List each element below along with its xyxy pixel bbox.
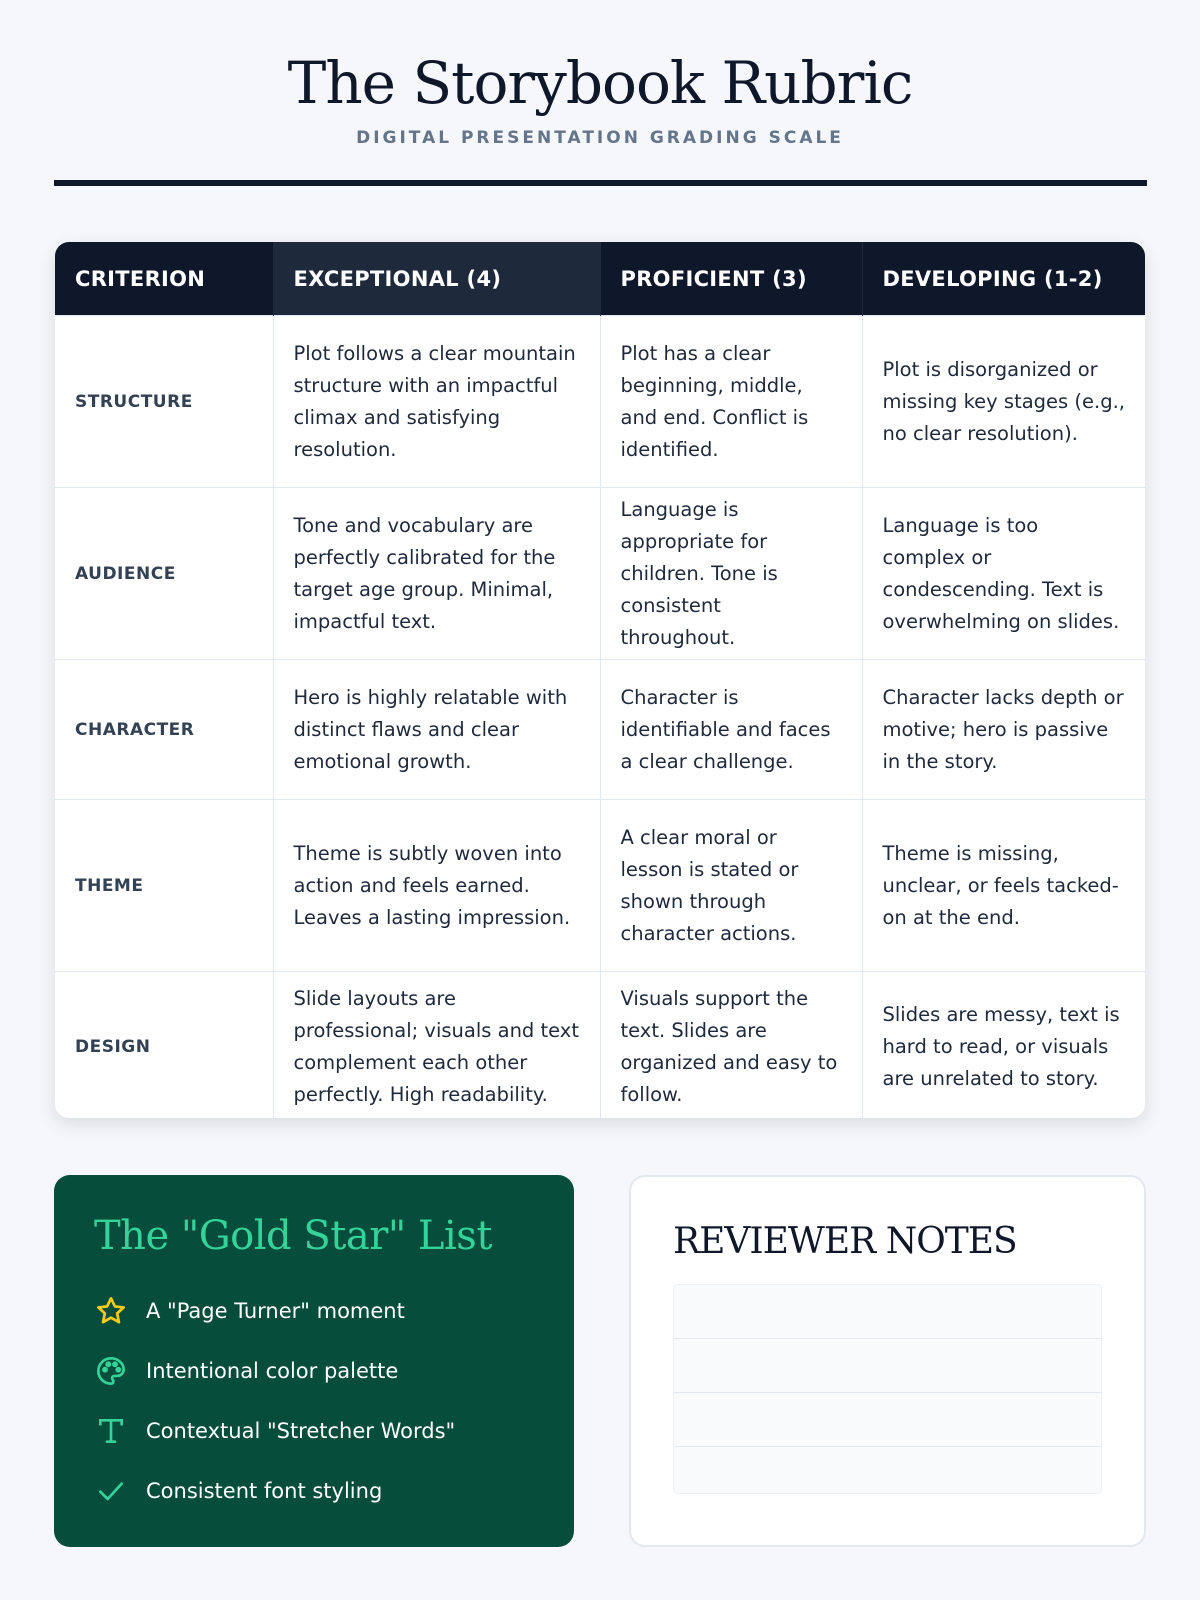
- gold-star-item: [94, 1461, 534, 1521]
- notes-line[interactable]: [674, 1393, 1101, 1447]
- star-icon: [94, 1294, 128, 1328]
- table-row: [55, 800, 1145, 972]
- proficient-cell: A clear moral or lesson is stated or shown through character actions.: [600, 800, 862, 972]
- proficient-cell: Visuals support the text. Slides are organized and easy to follow.: [600, 972, 862, 1119]
- gold-star-card: [54, 1175, 574, 1547]
- criterion-cell: DESIGN: [55, 972, 273, 1119]
- gold-star-item: [94, 1341, 534, 1401]
- notes-line[interactable]: [674, 1285, 1101, 1339]
- type-icon: [94, 1414, 128, 1448]
- rubric-table: [55, 242, 1145, 1118]
- header-divider: [54, 180, 1147, 186]
- column-header-criterion: CRITERION: [55, 242, 273, 316]
- criterion-cell: STRUCTURE: [55, 316, 273, 488]
- table-row: [55, 660, 1145, 800]
- exceptional-cell: Plot follows a clear mountain structure with an impactful climax and satisfying resolution.: [273, 316, 600, 488]
- page-header: [0, 0, 1200, 148]
- developing-cell: Language is too complex or condescending. Text is overwhelming on slides.: [862, 488, 1145, 660]
- exceptional-cell: Hero is highly relatable with distinct flaws and clear emotional growth.: [273, 660, 600, 800]
- criterion-cell: THEME: [55, 800, 273, 972]
- reviewer-notes-card: [629, 1175, 1146, 1547]
- exceptional-cell: Slide layouts are professional; visuals and text complement each other perfectly. High readability.: [273, 972, 600, 1119]
- column-header-exceptional: EXCEPTIONAL (4): [273, 242, 600, 316]
- criterion-cell: CHARACTER: [55, 660, 273, 800]
- gold-star-item: [94, 1281, 534, 1341]
- gold-star-title: The "Gold Star" List: [94, 1213, 492, 1259]
- gold-star-item-label: A "Page Turner" moment: [146, 1299, 405, 1323]
- column-header-proficient: PROFICIENT (3): [600, 242, 862, 316]
- table-header-row: [55, 242, 1145, 316]
- gold-star-item-label: Consistent font styling: [146, 1479, 383, 1503]
- page-subtitle: DIGITAL PRESENTATION GRADING SCALE: [356, 127, 844, 148]
- reviewer-notes-area[interactable]: [673, 1284, 1102, 1494]
- developing-cell: Theme is missing, unclear, or feels tacked-on at the end.: [862, 800, 1145, 972]
- gold-star-item-label: Intentional color palette: [146, 1359, 399, 1383]
- developing-cell: Character lacks depth or motive; hero is passive in the story.: [862, 660, 1145, 800]
- criterion-cell: AUDIENCE: [55, 488, 273, 660]
- gold-star-item-label: Contextual "Stretcher Words": [146, 1419, 456, 1443]
- developing-cell: Slides are messy, text is hard to read, or visuals are unrelated to story.: [862, 972, 1145, 1119]
- reviewer-notes-title: REVIEWER NOTES: [673, 1221, 1017, 1262]
- proficient-cell: Plot has a clear beginning, middle, and end. Conflict is identified.: [600, 316, 862, 488]
- palette-icon: [94, 1354, 128, 1388]
- notes-line[interactable]: [674, 1339, 1101, 1393]
- exceptional-cell: Tone and vocabulary are perfectly calibrated for the target age group. Minimal, impactful text.: [273, 488, 600, 660]
- proficient-cell: Language is appropriate for children. Tone is consistent throughout.: [600, 488, 862, 660]
- proficient-cell: Character is identifiable and faces a clear challenge.: [600, 660, 862, 800]
- exceptional-cell: Theme is subtly woven into action and feels earned. Leaves a lasting impression.: [273, 800, 600, 972]
- table-row: [55, 972, 1145, 1119]
- page-title: The Storybook Rubric: [287, 49, 913, 117]
- check-icon: [94, 1474, 128, 1508]
- table-row: [55, 316, 1145, 488]
- developing-cell: Plot is disorganized or missing key stages (e.g., no clear resolution).: [862, 316, 1145, 488]
- column-header-developing: DEVELOPING (1-2): [862, 242, 1145, 316]
- gold-star-item: [94, 1401, 534, 1461]
- notes-line[interactable]: [674, 1447, 1101, 1500]
- table-row: [55, 488, 1145, 660]
